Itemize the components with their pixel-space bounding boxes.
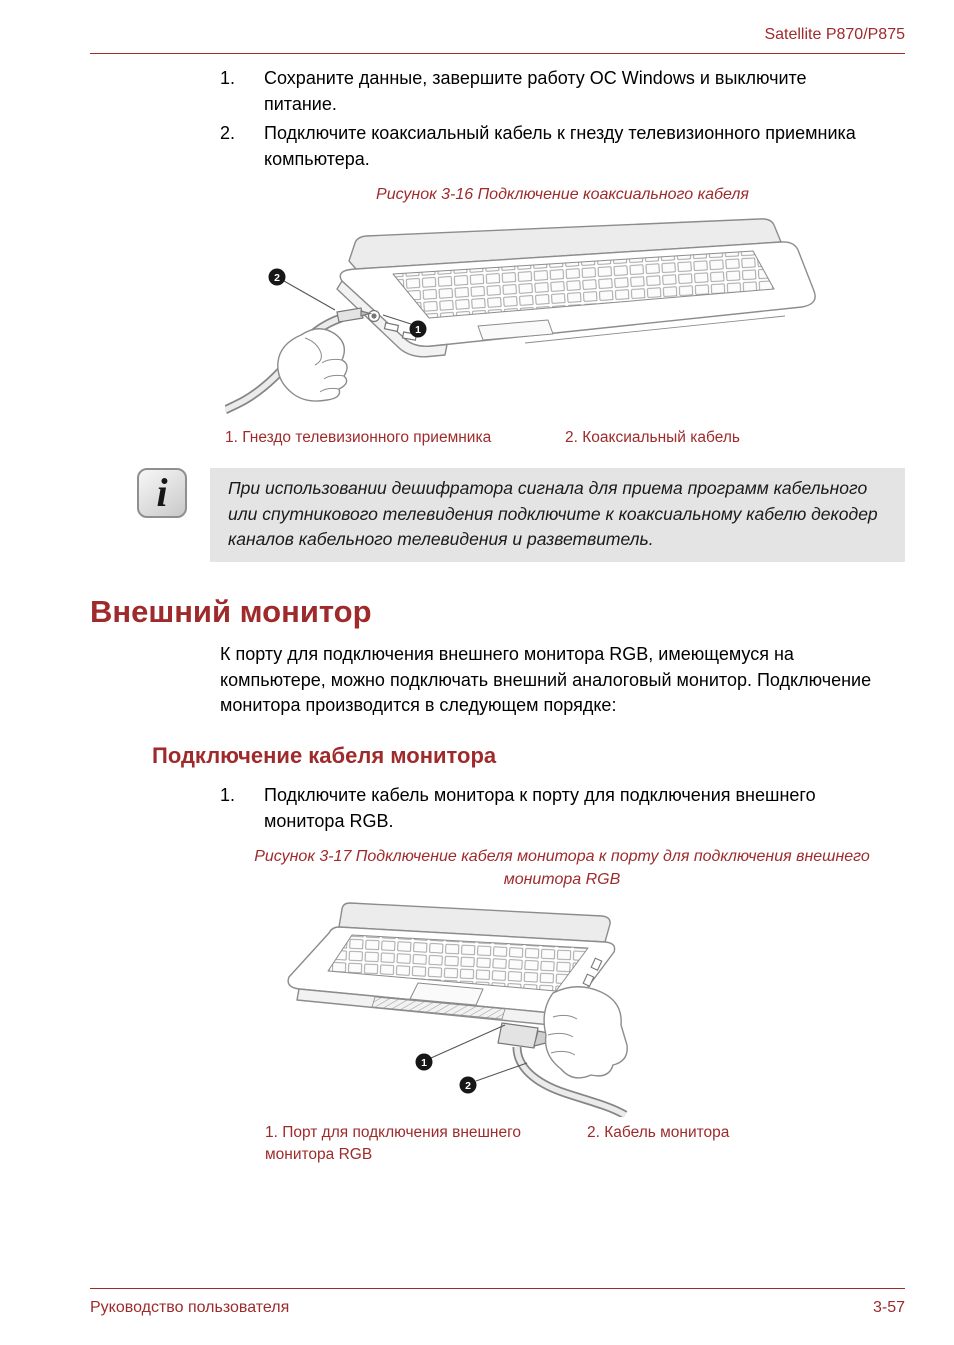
callout-1-badge: [416, 1025, 506, 1071]
figure-3-16-legend: [225, 427, 905, 449]
step-item: [220, 121, 905, 172]
subsection-title: Подключение кабеля монитора: [152, 743, 497, 769]
figure-3-16: [225, 217, 905, 427]
callout-1-number: 1: [421, 1056, 427, 1069]
legend-item: 1. Гнездо телевизионного приемника: [225, 428, 492, 446]
callout-2-badge: [460, 1063, 528, 1094]
figure-3-17-legend: [265, 1122, 905, 1165]
section-intro: К порту для подключения внешнего монитора RGB, имеющемуся на компьютере, можно подключать внешний аналоговый монитор. Подключение монитора производится в следующем порядке:: [220, 644, 872, 716]
vga-connector: [498, 1023, 548, 1048]
info-note: [137, 468, 905, 562]
info-icon: [137, 468, 187, 518]
step-text: Подключите коаксиальный кабель к гнезду телевизионного приемника компьютера.: [264, 123, 856, 169]
note-text: При использовании дешифратора сигнала для приема программ кабельного или спутникового телевидения подключите к коаксиальному кабелю декодер каналов кабельного телевидения и разветвитель.: [210, 468, 905, 562]
callout-1-number: 1: [415, 323, 421, 336]
legend-item: 2. Кабель монитора: [587, 1123, 730, 1141]
legend-item: 1. Порт для подключения внешнего монитора RGB: [265, 1123, 522, 1163]
monitor-cable-illustration: [255, 897, 935, 1117]
figure-3-16-caption: Рисунок 3-16 Подключение коаксиального кабеля: [376, 186, 749, 204]
step-text: Подключите кабель монитора к порту для подключения внешнего монитора RGB.: [264, 785, 816, 831]
step-item: [220, 66, 905, 117]
step-number: 1.: [220, 785, 236, 806]
figure-3-17-caption: Рисунок 3-17 Подключение кабеля монитора к порту для подключения внешнего монитора RGB: [254, 848, 870, 888]
step-text: Сохраните данные, завершите работу ОС Windows и выключите питание.: [264, 68, 807, 114]
page-footer: [90, 1288, 905, 1317]
step-number: 1.: [220, 68, 236, 88]
figure-3-17: [255, 897, 905, 1122]
footer-document-title: Руководство пользователя: [90, 1299, 290, 1316]
monitor-steps-list: [220, 783, 905, 834]
coax-connection-illustration: [225, 217, 905, 422]
section-title: Внешний монитор: [90, 594, 372, 630]
legend-item: 2. Коаксиальный кабель: [565, 428, 740, 446]
hand: [544, 987, 627, 1078]
callout-2-number: 2: [274, 271, 280, 284]
page-header: [90, 0, 905, 54]
header-model-title: Satellite P870/P875: [764, 26, 905, 43]
callout-2-number: 2: [465, 1079, 471, 1092]
callout-2-badge: [269, 268, 336, 310]
info-icon-glyph: i: [156, 470, 168, 516]
coax-steps-list: [220, 66, 905, 172]
hand: [278, 328, 347, 400]
page-content: [90, 66, 905, 1165]
footer-page-number: 3-57: [872, 1299, 905, 1316]
step-number: 2.: [220, 123, 236, 144]
step-item: [220, 783, 905, 834]
